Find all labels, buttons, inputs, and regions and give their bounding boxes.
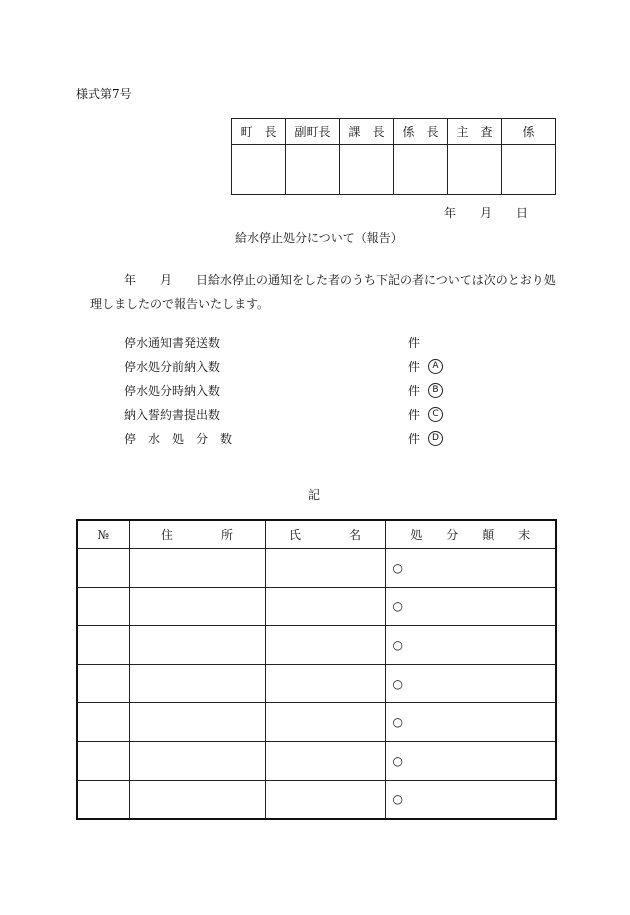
- name-cell[interactable]: [265, 741, 385, 780]
- approval-header-section-chief: 課 長: [340, 119, 394, 145]
- summary-unit: 件: [408, 384, 421, 398]
- approval-stamp-box[interactable]: [448, 145, 502, 195]
- circled-a-mark: A: [428, 359, 443, 374]
- approval-header-deputy-mayor: 副町長: [286, 119, 340, 145]
- address-cell[interactable]: [129, 703, 265, 742]
- form-number: 様式第7号: [76, 87, 132, 101]
- name-cell[interactable]: [265, 780, 385, 819]
- address-cell[interactable]: [129, 780, 265, 819]
- table-row: [77, 703, 556, 742]
- approval-stamp-table: [231, 118, 556, 195]
- disposal-result-cell[interactable]: ○: [385, 587, 556, 626]
- table-row: [77, 780, 556, 819]
- address-cell[interactable]: [129, 664, 265, 703]
- disposal-record-table: [76, 519, 557, 820]
- name-cell[interactable]: [265, 587, 385, 626]
- summary-label: 納入誓約書提出数: [124, 408, 221, 422]
- address-cell[interactable]: [129, 741, 265, 780]
- disposal-result-cell[interactable]: ○: [385, 780, 556, 819]
- table-row: [77, 741, 556, 780]
- approval-stamp-box[interactable]: [394, 145, 448, 195]
- number-cell[interactable]: [77, 703, 129, 742]
- table-row: [77, 587, 556, 626]
- number-cell[interactable]: [77, 626, 129, 665]
- number-cell[interactable]: [77, 587, 129, 626]
- number-cell[interactable]: [77, 780, 129, 819]
- summary-unit: 件: [408, 408, 421, 422]
- approval-stamp-box[interactable]: [502, 145, 556, 195]
- table-row: [77, 549, 556, 588]
- disposal-result-cell[interactable]: ○: [385, 703, 556, 742]
- summary-label: 停水処分前納入数: [124, 360, 221, 374]
- column-header-name: 氏 名: [265, 520, 385, 549]
- summary-unit: 件: [408, 360, 421, 374]
- summary-unit: 件: [408, 432, 421, 446]
- ki-heading: 記: [308, 488, 321, 502]
- body-text-line-2: 理しましたので報告いたします。: [90, 297, 270, 311]
- disposal-result-cell[interactable]: ○: [385, 626, 556, 665]
- circled-c-mark: C: [428, 407, 443, 422]
- summary-label: 停水通知書発送数: [124, 336, 221, 350]
- disposal-result-cell[interactable]: ○: [385, 549, 556, 588]
- approval-header-subsection-chief: 係 長: [394, 119, 448, 145]
- address-cell[interactable]: [129, 626, 265, 665]
- approval-header-staff: 係: [502, 119, 556, 145]
- address-cell[interactable]: [129, 549, 265, 588]
- circled-d-mark: D: [428, 431, 443, 446]
- body-text-line-1: 年 月 日給水停止の通知をした者のうち下記の者については次のとおり処: [124, 273, 556, 287]
- summary-label: 停 水 処 分 数: [124, 432, 233, 446]
- table-row: [77, 626, 556, 665]
- name-cell[interactable]: [265, 626, 385, 665]
- approval-header-town-mayor: 町 長: [232, 119, 286, 145]
- name-cell[interactable]: [265, 549, 385, 588]
- approval-stamp-box[interactable]: [232, 145, 286, 195]
- disposal-result-cell[interactable]: ○: [385, 664, 556, 703]
- column-header-address: 住 所: [129, 520, 265, 549]
- summary-label: 停水処分時納入数: [124, 384, 221, 398]
- number-cell[interactable]: [77, 664, 129, 703]
- summary-unit: 件: [408, 336, 421, 350]
- number-cell[interactable]: [77, 741, 129, 780]
- name-cell[interactable]: [265, 664, 385, 703]
- name-cell[interactable]: [265, 703, 385, 742]
- approval-header-inspector: 主 査: [448, 119, 502, 145]
- approval-stamp-box[interactable]: [340, 145, 394, 195]
- circled-b-mark: B: [428, 383, 443, 398]
- table-row: [77, 664, 556, 703]
- column-header-disposal-result: 処 分 顛 末: [385, 520, 556, 549]
- column-header-number: №: [77, 520, 129, 549]
- date-line: 年 月 日: [444, 206, 529, 220]
- document-title: 給水停止処分について（報告）: [235, 231, 403, 245]
- address-cell[interactable]: [129, 587, 265, 626]
- disposal-result-cell[interactable]: ○: [385, 741, 556, 780]
- approval-stamp-box[interactable]: [286, 145, 340, 195]
- number-cell[interactable]: [77, 549, 129, 588]
